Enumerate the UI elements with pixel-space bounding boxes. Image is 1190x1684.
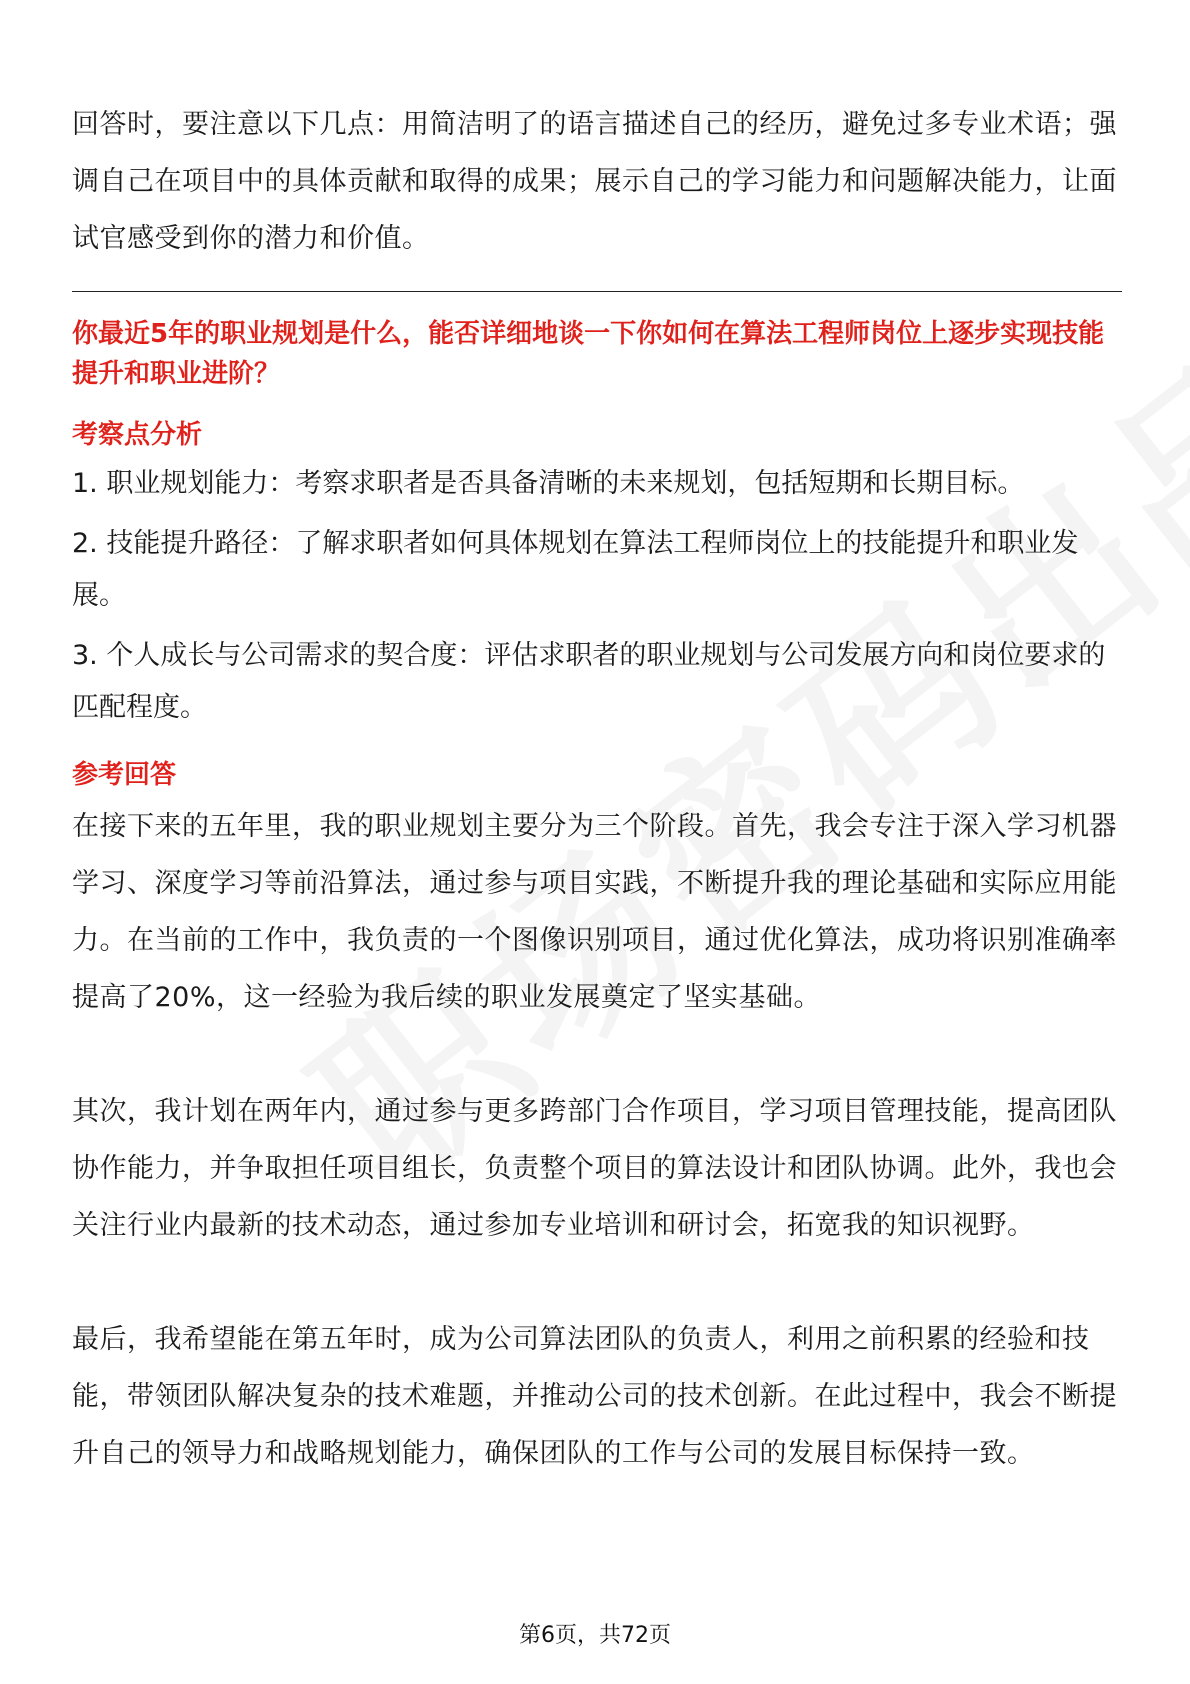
- section-divider: [72, 291, 1122, 292]
- analysis-heading: 考察点分析: [72, 420, 203, 450]
- reference-section: [72, 752, 1122, 1482]
- question-title: 你最近5年的职业规划是什么，能否详细地谈一下你如何在算法工程师岗位上逐步实现技能提升和职业进阶？: [72, 319, 1105, 389]
- page-number: 第6页，共72页: [519, 1623, 671, 1648]
- answer-paragraph: 最后，我希望能在第五年时，成为公司算法团队的负责人，利用之前积累的经验和技能，带领团队解决复杂的技术难题，并推动公司的技术创新。在此过程中，我会不断提升自己的领导力和战略规划能力，确保团队的工作与公司的发展目标保持一致。: [72, 1324, 1117, 1469]
- intro-paragraph: 回答时，要注意以下几点：用简洁明了的语言描述自己的经历，避免过多专业术语；强调自己在项目中的具体贡献和取得的成果；展示自己的学习能力和问题解决能力，让面试官感受到你的潜力和价值。: [72, 109, 1117, 254]
- reference-heading: 参考回答: [72, 760, 177, 790]
- analysis-point: 2. 技能提升路径：了解求职者如何具体规划在算法工程师岗位上的技能提升和职业发展。: [72, 528, 1079, 611]
- document-page: [72, 96, 1122, 1482]
- answer-paragraph: 在接下来的五年里，我的职业规划主要分为三个阶段。首先，我会专注于深入学习机器学习、深度学习等前沿算法，通过参与项目实践，不断提升我的理论基础和实际应用能力。在当前的工作中，我负责的一个图像识别项目，通过优化算法，成功将识别准确率提高了20%，这一经验为我后续的职业发展奠定了坚实基础。: [72, 811, 1117, 1013]
- answer-paragraph: 其次，我计划在两年内，通过参与更多跨部门合作项目，学习项目管理技能，提高团队协作能力，并争取担任项目组长，负责整个项目的算法设计和团队协调。此外，我也会关注行业内最新的技术动态，通过参加专业培训和研讨会，拓宽我的知识视野。: [72, 1096, 1117, 1241]
- analysis-point: 1. 职业规划能力：考察求职者是否具备清晰的未来规划，包括短期和长期目标。: [72, 468, 1025, 499]
- analysis-section: [72, 412, 1122, 734]
- analysis-point: 3. 个人成长与公司需求的契合度：评估求职者的职业规划与公司发展方向和岗位要求的匹配程度。: [72, 640, 1106, 723]
